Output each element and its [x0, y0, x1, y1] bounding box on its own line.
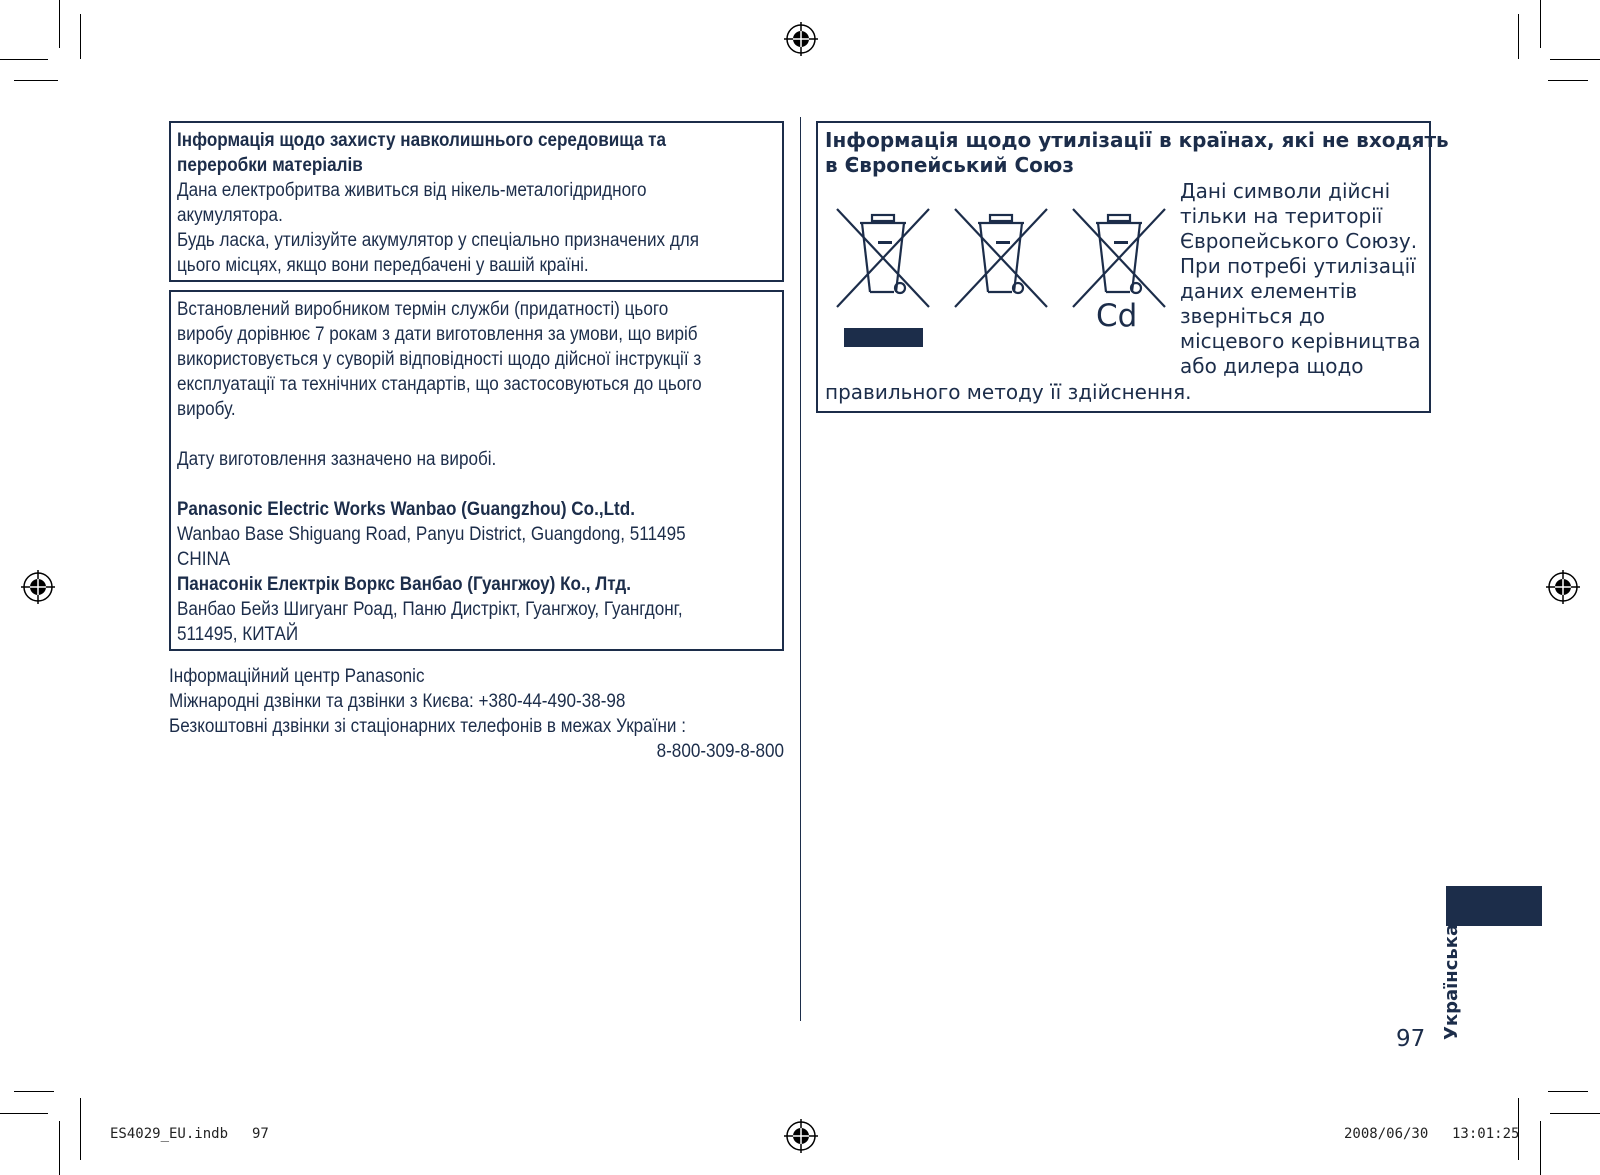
crossed-bin-with-bar-icon [834, 206, 932, 310]
registration-target-icon [784, 22, 818, 56]
crop-mark [59, 1121, 60, 1175]
registration-target-icon [784, 1119, 818, 1153]
crop-mark [1548, 80, 1588, 81]
environment-title-line: переробки матеріалів [177, 155, 363, 176]
footer-date: 2008/06/30 [1344, 1126, 1429, 1142]
disposal-body-last: правильного методу її здійснення. [825, 380, 1192, 404]
disposal-body [1180, 179, 1421, 379]
manufacturer-name-ua: Панасонік Електрік Воркс Ванбао (Гуангжоу) Ко., Лтд. [177, 574, 632, 595]
disposal-body-line: або дилера щодо [1180, 354, 1364, 378]
disposal-body-line: Дані символи дійсні [1180, 179, 1391, 203]
footer-file-page: 97 [252, 1126, 269, 1142]
separate-collection-bar [844, 328, 923, 347]
disposal-body-line: тільки на території [1180, 204, 1383, 228]
info-center-line: Безкоштовні дзвінки зі стаціонарних телефонів в межах України : [169, 716, 686, 737]
manufacturer-address-ua: 511495, КИТАЙ [177, 624, 299, 645]
disposal-title [825, 128, 1449, 178]
registration-target-icon [1546, 570, 1580, 604]
environment-body-line: акумулятора. [177, 205, 283, 226]
crop-mark [0, 59, 48, 60]
crop-mark [1550, 59, 1600, 60]
info-center-line: Міжнародні дзвінки та дзвінки з Києва: +380-44-490-38-98 [169, 691, 626, 712]
environment-body-line: Будь ласка, утилізуйте акумулятор у спеціально призначених для [177, 230, 700, 251]
manufacturer-address-ua: Ванбао Бейз Шигуанг Роад, Паню Дистрікт, Гуангжоу, Гуангдонг, [177, 599, 683, 620]
crop-mark [0, 1113, 48, 1114]
footer-time: 13:01:25 [1452, 1126, 1520, 1142]
environment-body-line: Дана електробритва живиться від нікель-металогідридного [177, 180, 647, 201]
manufacturer-name-en: Panasonic Electric Works Wanbao (Guangzhou) Co.,Ltd. [177, 499, 635, 520]
crop-mark [14, 80, 58, 81]
crossed-bin-icon [952, 206, 1050, 310]
disposal-body-line: зверніться до [1180, 304, 1325, 328]
page-number: 97 [1396, 1026, 1426, 1052]
environment-title-line: Інформація щодо захисту навколишнього середовища та [177, 130, 667, 151]
manufacture-date-note: Дату виготовлення зазначено на виробі. [177, 449, 497, 470]
disposal-body-line: При потребі утилізації [1180, 254, 1416, 278]
column-divider [800, 117, 801, 1021]
service-life-line: Встановлений виробником термін служби (придатності) цього [177, 299, 669, 320]
disposal-body-line: даних елементів [1180, 279, 1358, 303]
crop-mark [1550, 1113, 1600, 1114]
manufacturer-address-en: Wanbao Base Shiguang Road, Panyu District, Guangdong, 511495 [177, 524, 686, 545]
info-center-line: Інформаційний центр Panasonic [169, 666, 425, 687]
registration-target-icon [21, 570, 55, 604]
manufacturer-address-en: CHINA [177, 549, 231, 570]
crop-mark [14, 1091, 54, 1092]
footer-file-name: ES4029_EU.indb [110, 1126, 229, 1142]
service-life-line: використовується у суворій відповідності щодо дійсної інструкції з [177, 349, 702, 370]
service-life-line: експлуатації та технічних стандартів, що застосовуються до цього [177, 374, 702, 395]
service-life-line: виробу. [177, 399, 236, 420]
environment-info-content [177, 128, 699, 278]
environment-body-line: цього місцях, якщо вони передбачені у вашій країні. [177, 255, 589, 276]
crop-mark [1540, 0, 1541, 48]
crop-mark [59, 0, 60, 48]
toll-free-number: 8-800-309-8-800 [656, 741, 784, 762]
crop-mark [80, 14, 81, 59]
info-center [169, 664, 686, 739]
crossed-bin-cd-icon [1070, 206, 1168, 310]
crop-mark [1540, 1121, 1541, 1175]
cadmium-label: Cd [1096, 298, 1138, 334]
language-label: Українська [1441, 923, 1462, 1040]
crop-mark [1518, 14, 1519, 59]
disposal-title-line: Інформація щодо утилізації в країнах, які не входять [825, 128, 1449, 152]
crop-mark [80, 1098, 81, 1160]
disposal-title-line: в Європейський Союз [825, 153, 1074, 177]
service-life-content [177, 297, 702, 647]
service-life-line: виробу дорівнює 7 рокам з дати виготовлення за умови, що виріб [177, 324, 698, 345]
disposal-body-line: місцевого керівництва [1180, 329, 1421, 353]
crop-mark [1548, 1091, 1588, 1092]
disposal-body-line: Європейського Союзу. [1180, 229, 1418, 253]
